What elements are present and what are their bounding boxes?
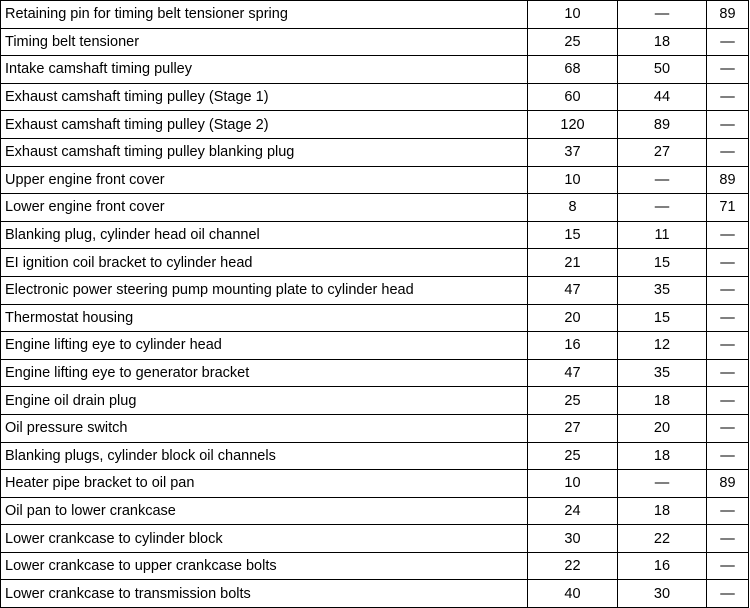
torque-lbft-cell: 35: [618, 276, 707, 304]
component-name-cell: Exhaust camshaft timing pulley (Stage 1): [1, 83, 528, 111]
component-name-cell: Exhaust camshaft timing pulley (Stage 2): [1, 111, 528, 139]
table-row: [1, 249, 749, 277]
torque-lbft-cell: —: [618, 194, 707, 222]
table-row: [1, 552, 749, 580]
table-row: [1, 359, 749, 387]
torque-nm-cell: 10: [528, 166, 618, 194]
torque-lbft-cell: —: [618, 470, 707, 498]
torque-nm-cell: 40: [528, 580, 618, 608]
torque-nm-cell: 60: [528, 83, 618, 111]
torque-lbft-cell: 50: [618, 56, 707, 84]
torque-lbin-cell: —: [707, 580, 749, 608]
torque-nm-cell: 20: [528, 304, 618, 332]
component-name-cell: Retaining pin for timing belt tensioner spring: [1, 1, 528, 29]
torque-nm-cell: 25: [528, 442, 618, 470]
torque-lbin-cell: —: [707, 276, 749, 304]
torque-nm-cell: 22: [528, 552, 618, 580]
torque-lbin-cell: —: [707, 111, 749, 139]
torque-lbft-cell: —: [618, 166, 707, 194]
table-row: [1, 497, 749, 525]
table-row: [1, 166, 749, 194]
torque-lbin-cell: —: [707, 442, 749, 470]
table-row: [1, 56, 749, 84]
table-row: [1, 221, 749, 249]
torque-lbft-cell: 15: [618, 249, 707, 277]
table-row: [1, 194, 749, 222]
component-name-cell: Intake camshaft timing pulley: [1, 56, 528, 84]
table-row: [1, 387, 749, 415]
torque-lbft-cell: 35: [618, 359, 707, 387]
table-row: [1, 414, 749, 442]
torque-lbft-cell: 22: [618, 525, 707, 553]
component-name-cell: Blanking plug, cylinder head oil channel: [1, 221, 528, 249]
component-name-cell: Oil pan to lower crankcase: [1, 497, 528, 525]
torque-lbft-cell: —: [618, 1, 707, 29]
torque-nm-cell: 27: [528, 414, 618, 442]
torque-lbin-cell: —: [707, 221, 749, 249]
table-row: [1, 83, 749, 111]
torque-nm-cell: 47: [528, 359, 618, 387]
component-name-cell: Oil pressure switch: [1, 414, 528, 442]
component-name-cell: Lower crankcase to upper crankcase bolts: [1, 552, 528, 580]
torque-lbft-cell: 89: [618, 111, 707, 139]
component-name-cell: Timing belt tensioner: [1, 28, 528, 56]
component-name-cell: Engine oil drain plug: [1, 387, 528, 415]
torque-lbin-cell: —: [707, 525, 749, 553]
table-row: [1, 28, 749, 56]
torque-nm-cell: 37: [528, 138, 618, 166]
torque-lbin-cell: —: [707, 359, 749, 387]
component-name-cell: Lower crankcase to transmission bolts: [1, 580, 528, 608]
torque-nm-cell: 47: [528, 276, 618, 304]
component-name-cell: Thermostat housing: [1, 304, 528, 332]
torque-lbin-cell: —: [707, 552, 749, 580]
torque-lbin-cell: —: [707, 249, 749, 277]
torque-spec-table-body: [1, 1, 749, 608]
torque-nm-cell: 25: [528, 28, 618, 56]
torque-lbft-cell: 12: [618, 332, 707, 360]
torque-nm-cell: 30: [528, 525, 618, 553]
component-name-cell: Exhaust camshaft timing pulley blanking plug: [1, 138, 528, 166]
table-row: [1, 332, 749, 360]
torque-lbft-cell: 44: [618, 83, 707, 111]
torque-lbft-cell: 18: [618, 442, 707, 470]
table-row: [1, 276, 749, 304]
table-row: [1, 304, 749, 332]
torque-lbin-cell: —: [707, 304, 749, 332]
component-name-cell: Electronic power steering pump mounting plate to cylinder head: [1, 276, 528, 304]
torque-lbft-cell: 27: [618, 138, 707, 166]
torque-lbin-cell: —: [707, 56, 749, 84]
torque-lbin-cell: —: [707, 332, 749, 360]
torque-lbft-cell: 15: [618, 304, 707, 332]
torque-lbft-cell: 18: [618, 28, 707, 56]
torque-nm-cell: 25: [528, 387, 618, 415]
torque-lbft-cell: 18: [618, 497, 707, 525]
component-name-cell: Engine lifting eye to generator bracket: [1, 359, 528, 387]
torque-lbin-cell: —: [707, 414, 749, 442]
component-name-cell: Heater pipe bracket to oil pan: [1, 470, 528, 498]
torque-lbin-cell: 89: [707, 166, 749, 194]
torque-lbin-cell: —: [707, 497, 749, 525]
torque-lbft-cell: 20: [618, 414, 707, 442]
torque-lbin-cell: 89: [707, 470, 749, 498]
torque-lbin-cell: —: [707, 387, 749, 415]
torque-nm-cell: 24: [528, 497, 618, 525]
torque-nm-cell: 10: [528, 470, 618, 498]
torque-lbin-cell: 71: [707, 194, 749, 222]
table-row: [1, 442, 749, 470]
table-row: [1, 580, 749, 608]
torque-lbin-cell: 89: [707, 1, 749, 29]
torque-lbin-cell: —: [707, 28, 749, 56]
torque-lbin-cell: —: [707, 138, 749, 166]
torque-nm-cell: 68: [528, 56, 618, 84]
component-name-cell: Blanking plugs, cylinder block oil channels: [1, 442, 528, 470]
torque-nm-cell: 120: [528, 111, 618, 139]
table-row: [1, 111, 749, 139]
torque-lbft-cell: 18: [618, 387, 707, 415]
torque-lbft-cell: 30: [618, 580, 707, 608]
table-row: [1, 525, 749, 553]
component-name-cell: Engine lifting eye to cylinder head: [1, 332, 528, 360]
table-row: [1, 138, 749, 166]
component-name-cell: EI ignition coil bracket to cylinder head: [1, 249, 528, 277]
torque-nm-cell: 15: [528, 221, 618, 249]
table-row: [1, 1, 749, 29]
torque-nm-cell: 16: [528, 332, 618, 360]
component-name-cell: Lower crankcase to cylinder block: [1, 525, 528, 553]
torque-nm-cell: 10: [528, 1, 618, 29]
component-name-cell: Lower engine front cover: [1, 194, 528, 222]
component-name-cell: Upper engine front cover: [1, 166, 528, 194]
torque-lbft-cell: 11: [618, 221, 707, 249]
torque-lbin-cell: —: [707, 83, 749, 111]
torque-nm-cell: 21: [528, 249, 618, 277]
torque-nm-cell: 8: [528, 194, 618, 222]
table-row: [1, 470, 749, 498]
torque-lbft-cell: 16: [618, 552, 707, 580]
